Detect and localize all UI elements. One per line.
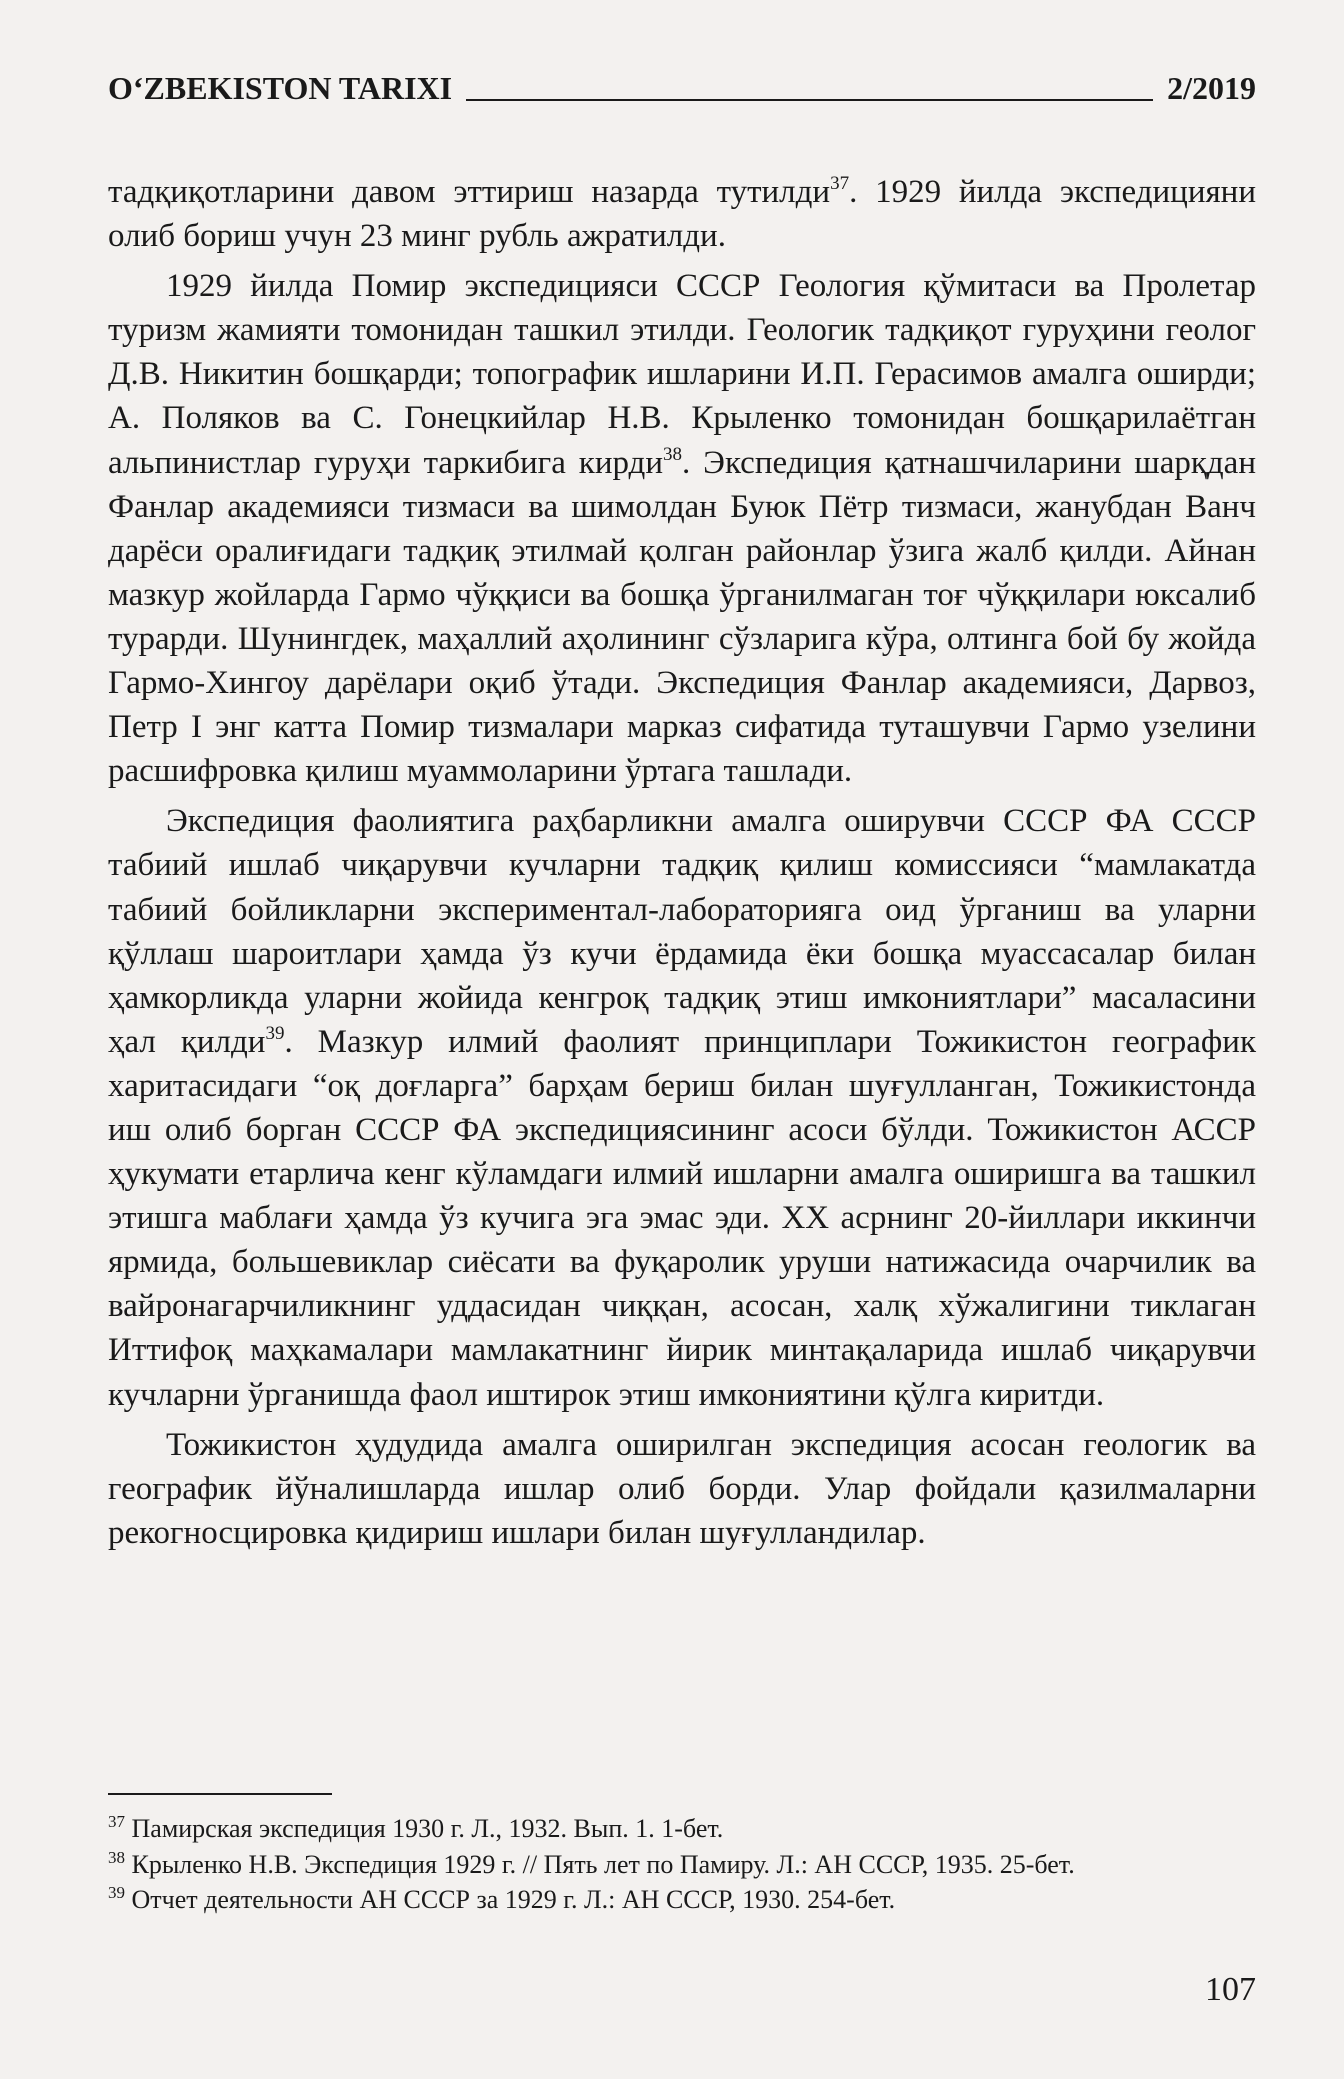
- footnote: [108, 1811, 1256, 1847]
- paragraph-text: 1929 йилда Помир экспедицияси СССР Геология қўмитаси ва Пролетар туризм жамияти томонидан ташкил этилди. Геологик тадқиқот гуруҳини геолог Д.В. Никитин бошқарди; топографик ишларини И.П. Герасимов амалга оширди; А. Поляков ва С. Гонецкийлар Н.В. Крыленко томонидан бошқарилаётган альпинистлар гуруҳи таркибига кирди: [108, 268, 1256, 481]
- article-body: [108, 170, 1256, 1561]
- footnote-text: Памирская экспедиция 1930 г. Л., 1932. Вып. 1. 1-бет.: [125, 1814, 724, 1843]
- issue-number: 2/2019: [1167, 70, 1256, 106]
- paragraph: [108, 264, 1256, 793]
- footnote-number: 39: [108, 1883, 125, 1902]
- footnote-text: Отчет деятельности АН СССР за 1929 г. Л.: АН СССР, 1930. 254-бет.: [125, 1885, 896, 1914]
- paragraph-text: тадқиқотларини давом эттириш назарда тутилди: [108, 174, 831, 210]
- paragraph-text: . 1929 йилда экспедицияни олиб бориш учун 23 минг рубль ажратилди.: [108, 174, 1256, 255]
- paragraph-text: Экспедиция фаолиятига раҳбарликни амалга оширувчи СССР ФА СССР табиий ишлаб чиқарувчи кучларни тадқиқ қилиш комиссияси “мамлакатда табиий бойликларни экспериментал-лабораторияга оид ўрганиш ва уларни қўллаш шароитлари ҳамда ўз кучи ёрдамида ёки бошқа муассасалар билан ҳамкорликда уларни жойида кенгроқ тадқиқ этиш имкониятлари” масаласини ҳал қилди: [108, 803, 1256, 1060]
- footnotes: [108, 1811, 1256, 1918]
- footnote-number: 38: [108, 1847, 125, 1867]
- paragraph-text: . Экспедиция қатнашчиларини шарқдан Фанлар академияси тизмаси ва шимолдан Буюк Пётр тизмаси, жанубдан Ванч дарёси оралиғидаги тадқиқ этилмай қолган районлар ўзига жалб қилди. Айнан мазкур жойларда Гармо чўққиси ва бошқа ўрганилмаган тоғ чўққилари юксалиб турарди. Шунингдек, маҳаллий аҳолининг сўзларига кўра, олтинга бой бу жойда Гармо-Хингоу дарёлари оқиб ўтади. Экспедиция Фанлар академияси, Дарвоз, Петр I энг катта Помир тизмалари марказ сифатида туташувчи Гармо узелини расшифровка қилиш муаммоларини ўртага ташлади.: [108, 444, 1256, 790]
- paragraph: [108, 170, 1256, 258]
- footnote: [108, 1882, 1256, 1918]
- footnote-ref: 38: [663, 443, 682, 465]
- page-number: 107: [1205, 1971, 1256, 2008]
- paragraph: [108, 1423, 1256, 1555]
- footnote-separator: [108, 1793, 332, 1795]
- paragraph-text: Тожикистон ҳудудида амалга оширилган экспедиция асосан геологик ва географик йўналишларда ишлар олиб борди. Улар фойдали қазилмаларни рекогносцировка қидириш ишлари билан шуғулландилар.: [108, 1426, 1256, 1551]
- footnote-number: 37: [108, 1812, 125, 1831]
- footnote-ref: 39: [265, 1022, 285, 1044]
- running-header: [108, 64, 1256, 108]
- footnote-text: Крыленко Н.В. Экспедиция 1929 г. // Пять лет по Памиру. Л.: АН СССР, 1935. 25-бет.: [125, 1849, 1075, 1879]
- header-rule: [466, 99, 1153, 101]
- paragraph-text: . Мазкур илмий фаолият принциплари Тожикистон географик харитасидаги “оқ доғларга” барҳам бериш билан шуғулланган, Тожикистонда иш олиб борган СССР ФА экспедициясининг асоси бўлди. Тожикистон АССР ҳукумати етарлича кенг кўламдаги илмий ишларни амалга оширишга ва ташкил этишга маблағи ҳамда ўз кучига эга эмас эди. ХХ асрнинг 20-йиллари иккинчи ярмида, большевиклар сиёсати ва фуқаролик уруши натижасида очарчилик ва вайронагарчиликнинг уддасидан чиққан, асосан, халқ хўжалигини тиклаган Иттифоқ маҳкамалари мамлакатнинг йирик минтақаларида ишлаб чиқарувчи кучларни ўрганишда фаол иштирок этиш имкониятини қўлга киритди.: [108, 1023, 1256, 1413]
- paragraph: [108, 799, 1256, 1416]
- footnote: [108, 1847, 1256, 1883]
- journal-title: O‘ZBEKISTON TARIXI: [108, 70, 453, 106]
- footnote-ref: 37: [830, 173, 850, 194]
